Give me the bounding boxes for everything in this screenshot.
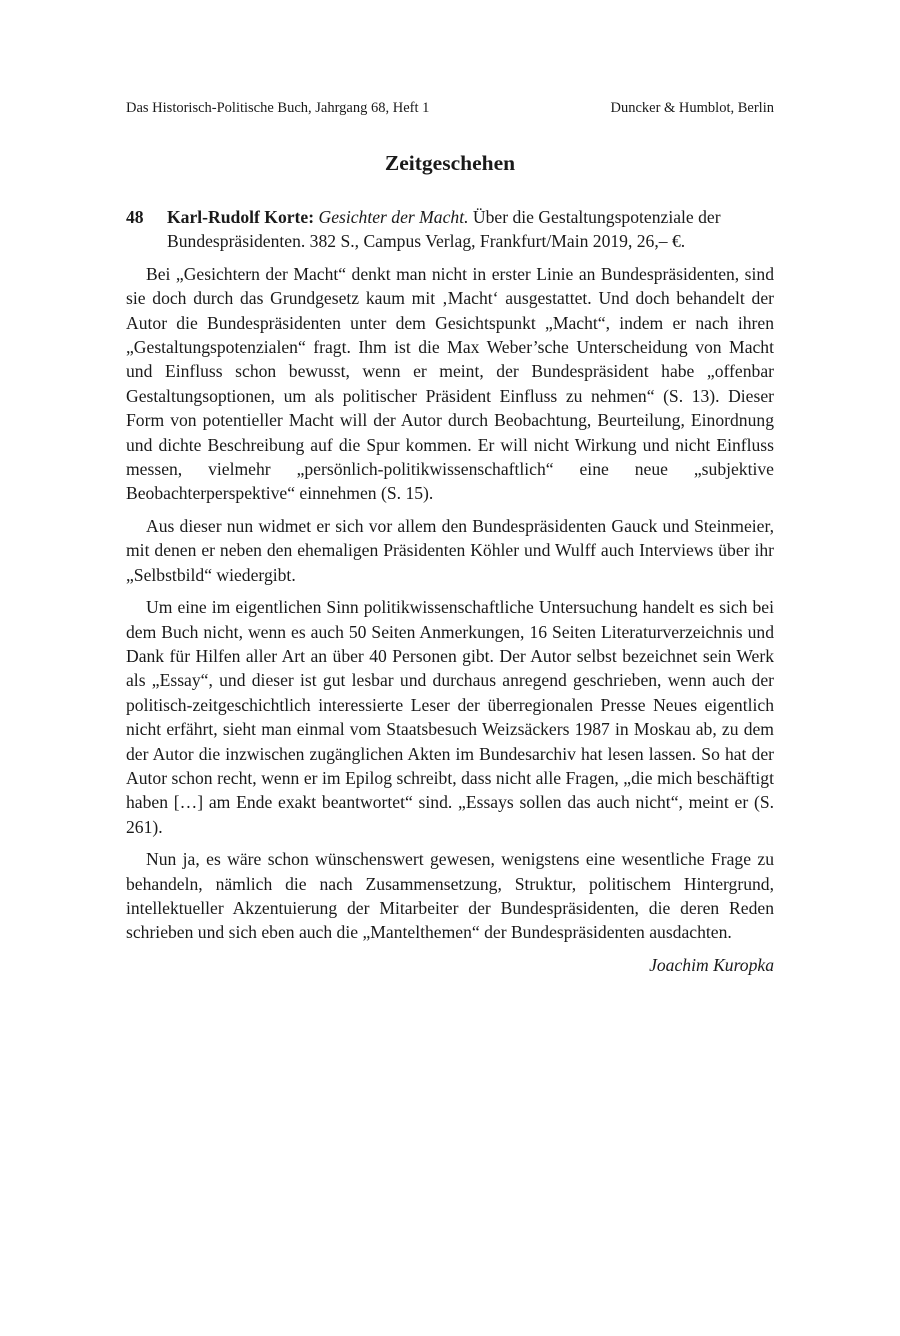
- bibliographic-entry: [126, 205, 774, 254]
- entry-number: 48: [126, 207, 144, 227]
- review-paragraph: Um eine im eigentlichen Sinn politikwissenschaftliche Untersuchung handelt es sich bei dem Buch nicht, wenn es auch 50 Seiten Anmerkungen, 16 Seiten Literaturverzeichnis und Dank für Hilfen aller Art an über 40 Personen gibt. Der Autor selbst bezeichnet sein Werk als „Essay“, und dieser ist gut lesbar und durchaus anregend geschrieben, wenn auch der politisch-zeitgeschichtlich interessierte Leser der überregionalen Presse Neues eigentlich nicht erfährt, sieht man einmal vom Staatsbesuch Weizsäckers 1987 in Moskau ab, zu dem der Autor die inzwischen zugänglichen Akten im Bundesarchiv hat lesen lassen. So hat der Autor schon recht, wenn er im Epilog schreibt, dass nicht alle Fragen, „die mich beschäftigt haben […] am Ende exakt beantwortet“ sind. „Essays sollen das auch nicht“, meint er (S. 261).: [126, 597, 774, 837]
- book-title: Gesichter der Macht.: [318, 207, 469, 227]
- book-author: Karl-Rudolf Korte:: [167, 207, 315, 227]
- running-header: [126, 99, 774, 117]
- journal-title: Das Historisch-Politische Buch, Jahrgang 68, Heft 1: [126, 100, 430, 116]
- review-entry: [126, 205, 774, 977]
- section-title: Zeitgeschehen: [384, 151, 516, 175]
- review-paragraph: Bei „Gesichtern der Macht“ denkt man nicht in erster Linie an Bundespräsidenten, sind sie doch durch das Grundgesetz kaum mit ‚Macht‘ ausgestattet. Und doch behandelt der Autor die Bundespräsidenten unter dem Gesichtspunkt „Macht“, indem er nach ihren „Gestaltungspotenzialen“ fragt. Ihm ist die Max Weber’sche Unterscheidung von Macht und Einfluss schon bewusst, wenn er meint, der Bundespräsident habe „offenbar Gestaltungsoptionen, um als politischer Präsident Einfluss zu nehmen“ (S. 13). Dieser Form von potentieller Macht will der Autor durch Beobachtung, Beurteilung, Einordnung und dichte Beschreibung auf die Spur kommen. Er will nicht Wirkung und nicht Einfluss messen, vielmehr „persönlich-politikwissenschaftlich“ eine neue „subjektive Beobachterperspektive“ einnehmen (S. 15).: [126, 263, 774, 504]
- review-paragraph: Nun ja, es wäre schon wünschenswert gewesen, wenigstens eine wesentliche Frage zu behandeln, nämlich die nach Zusammensetzung, Struktur, politischem Hintergrund, intellektueller Akzentuierung der Mitarbeiter der Bundespräsidenten, die deren Reden schrieben und sich eben auch die „Mantelthemen“ der Bundespräsidenten ausdachten.: [126, 849, 774, 943]
- publisher: Duncker & Humblot, Berlin: [610, 100, 774, 116]
- book-details: Über die Gestaltungspotenziale der Bundespräsidenten. 382 S., Campus Verlag, Frankfurt/Main 2019, 26,– €.: [167, 207, 721, 252]
- reviewer-name: Joachim Kuropka: [649, 954, 774, 975]
- review-paragraph: Aus dieser nun widmet er sich vor allem den Bundespräsidenten Gauck und Steinmeier, mit denen er neben den ehemaligen Präsidenten Köhler und Wulff auch Interviews über ihr „Selbstbild“ wiedergibt.: [126, 515, 774, 585]
